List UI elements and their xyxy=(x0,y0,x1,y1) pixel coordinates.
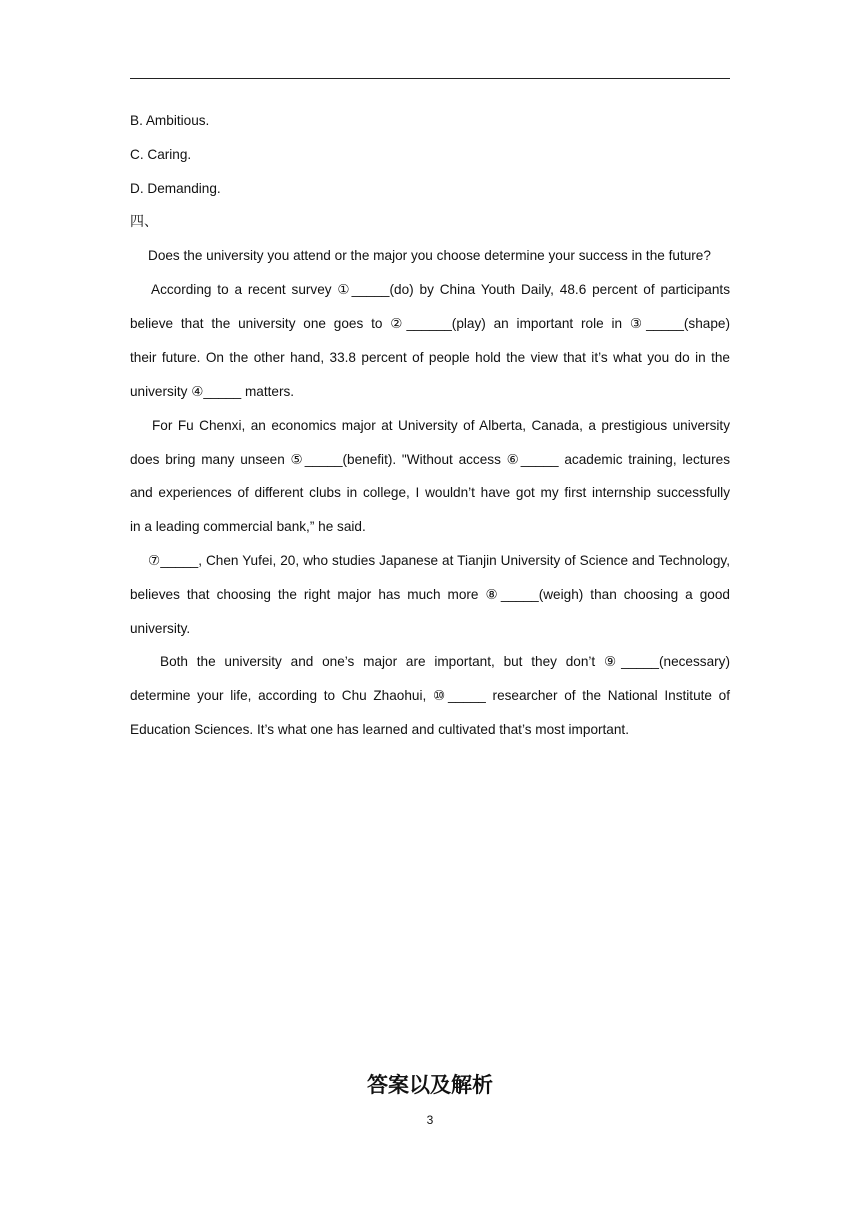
passage-line: believe that the university one goes to ②______(play) an important role in ③_____(shape) xyxy=(130,316,730,331)
section-marker: 四、 xyxy=(130,214,158,230)
passage-line: in a leading commercial bank,” he said. xyxy=(130,519,366,534)
passage-line: believes that choosing the right major has much more ⑧_____(weigh) than choosing a good xyxy=(130,587,730,602)
passage-line: Both the university and one’s major are important, but they don’t ⑨_____(necessary) xyxy=(160,654,730,669)
passage-line: and experiences of different clubs in college, I wouldn’t have got my first internship successfully xyxy=(130,485,730,500)
option-b: B. Ambitious. xyxy=(130,113,210,128)
passage-line: ⑦_____, Chen Yufei, 20, who studies Japanese at Tianjin University of Science and Technology, xyxy=(148,553,730,568)
passage-line: For Fu Chenxi, an economics major at University of Alberta, Canada, a prestigious university xyxy=(152,418,730,433)
passage-line: determine your life, according to Chu Zhaohui, ⑩_____ researcher of the National Institute of xyxy=(130,688,730,703)
page-number: 3 xyxy=(426,1113,434,1127)
passage-line: Education Sciences. It’s what one has learned and cultivated that’s most important. xyxy=(130,722,629,737)
header-rule xyxy=(130,78,730,79)
passage-line: their future. On the other hand, 33.8 percent of people hold the view that it’s what you do in the xyxy=(130,350,730,365)
passage-line: Does the university you attend or the major you choose determine your success in the future? xyxy=(148,248,711,263)
passage-line: According to a recent survey ①_____(do) by China Youth Daily, 48.6 percent of participants xyxy=(151,282,730,297)
answers-heading: 答案以及解析 xyxy=(367,1073,493,1097)
passage-line: university ④_____ matters. xyxy=(130,384,295,399)
option-c: C. Caring. xyxy=(130,147,192,162)
passage-line: university. xyxy=(130,621,191,636)
option-d: D. Demanding. xyxy=(130,181,221,196)
passage-line: does bring many unseen ⑤_____(benefit). "Without access ⑥_____ academic training, lectures xyxy=(130,452,730,467)
